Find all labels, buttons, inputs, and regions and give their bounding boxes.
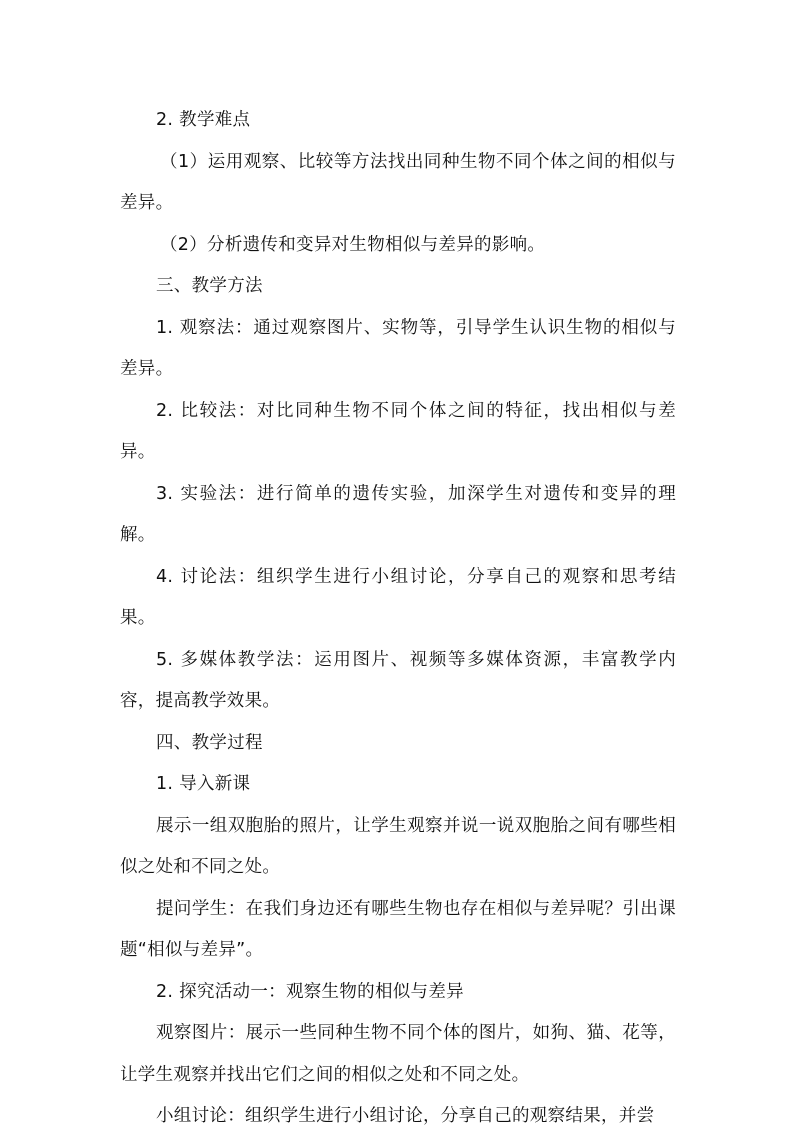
paragraph-observe-pictures: 观察图片：展示一些同种生物不同个体的图片，如狗、猫、花等，让学生观察并找出它们之间的相似之处和不同之处。 xyxy=(120,1023,676,1085)
paragraph-question: 提问学生：在我们身边还有哪些生物也存在相似与差异呢？引出课题“相似与差异”。 xyxy=(120,898,676,960)
paragraph-twins-photos: 展示一组双胞胎的照片，让学生观察并说一说双胞胎之间有哪些相似之处和不同之处。 xyxy=(120,815,676,877)
heading-teaching-methods: 三、教学方法 xyxy=(156,276,263,296)
paragraph-method-observation: 1. 观察法：通过观察图片、实物等，引导学生认识生物的相似与差异。 xyxy=(120,317,676,379)
paragraph-method-comparison: 2. 比较法：对比同种生物不同个体之间的特征，找出相似与差异。 xyxy=(120,400,676,462)
paragraph-method-multimedia: 5. 多媒体教学法：运用图片、视频等多媒体资源，丰富教学内容，提高教学效果。 xyxy=(120,649,676,711)
paragraph-group-discussion: 小组讨论：组织学生进行小组讨论，分享自己的观察结果，并尝 xyxy=(156,1106,655,1126)
heading-teaching-process: 四、教学过程 xyxy=(156,732,263,753)
heading-activity-one: 2. 探究活动一：观察生物的相似与差异 xyxy=(156,981,464,1002)
heading-teaching-difficulties: 2. 教学难点 xyxy=(156,110,251,130)
paragraph-difficulty-1: （1）运用观察、比较等方法找出同种生物不同个体之间的相似与差异。 xyxy=(120,151,676,213)
document-body xyxy=(120,100,676,1138)
paragraph-method-experiment: 3. 实验法：进行简单的遗传实验，加深学生对遗传和变异的理解。 xyxy=(120,483,676,545)
paragraph-method-discussion: 4. 讨论法：组织学生进行小组讨论，分享自己的观察和思考结果。 xyxy=(120,566,676,628)
paragraph-difficulty-2: （2）分析遗传和变异对生物相似与差异的影响。 xyxy=(160,234,546,255)
heading-introduction: 1. 导入新课 xyxy=(156,774,251,794)
